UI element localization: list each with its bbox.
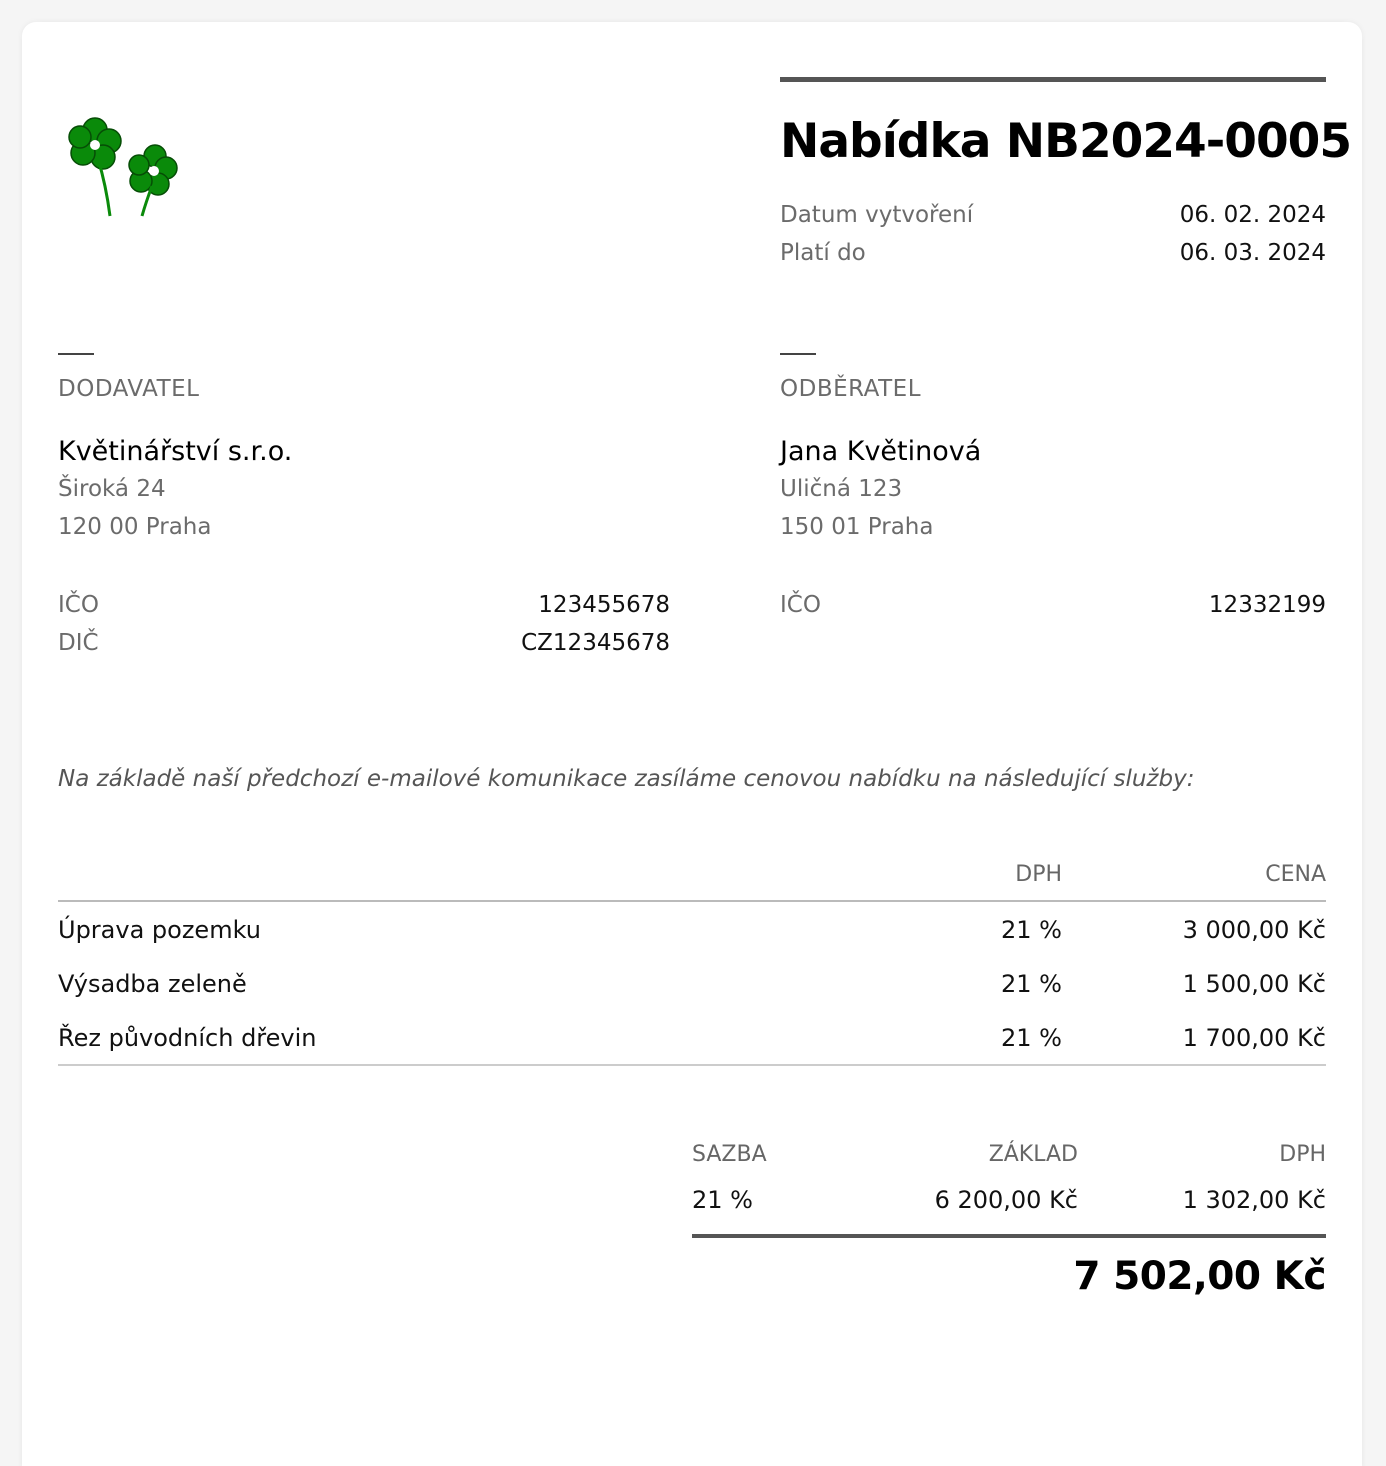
- vat-rate: 21 %: [692, 1186, 753, 1214]
- vat-summary-row: [692, 1186, 1326, 1230]
- created-date-label: Datum vytvoření: [780, 202, 974, 228]
- customer-name: Jana Květinová: [780, 436, 982, 467]
- items-header-row: [58, 858, 1326, 902]
- item-vat: 21 %: [1001, 1024, 1062, 1052]
- quote-document: [22, 22, 1362, 1466]
- clover-flowers-icon: [62, 110, 202, 220]
- item-price: 1 700,00 Kč: [1182, 1024, 1326, 1052]
- customer-ico-label: IČO: [780, 592, 821, 618]
- supplier-ico-label: IČO: [58, 592, 99, 618]
- items-table: [58, 858, 1326, 1066]
- customer-city: 150 01 Praha: [780, 514, 934, 540]
- supplier-section-label: DODAVATEL: [58, 376, 200, 402]
- document-title: Nabídka NB2024-0005: [780, 114, 1352, 169]
- supplier-dic-value: CZ12345678: [521, 630, 670, 656]
- vat-summary: [692, 1142, 1326, 1238]
- supplier-ico-row: [58, 592, 670, 622]
- supplier-street: Široká 24: [58, 476, 166, 502]
- intro-text: Na základě naší předchozí e-mailové komunikace zasíláme cenovou nabídku na následující služby:: [58, 766, 1195, 792]
- vat-header-base: ZÁKLAD: [988, 1142, 1078, 1167]
- item-vat: 21 %: [1001, 916, 1062, 944]
- vat-amount: 1 302,00 Kč: [1182, 1186, 1326, 1214]
- supplier-dic-label: DIČ: [58, 630, 99, 656]
- customer-section-label: ODBĚRATEL: [780, 376, 922, 402]
- valid-until-label: Platí do: [780, 240, 866, 266]
- customer-divider: [780, 353, 816, 355]
- meta-row-created: [780, 202, 1326, 232]
- supplier-dic-row: [58, 630, 670, 660]
- customer-ico-row: [780, 592, 1326, 622]
- customer-street: Uličná 123: [780, 476, 903, 502]
- supplier-divider: [58, 353, 94, 355]
- vat-summary-header-row: [692, 1142, 1326, 1186]
- vat-base: 6 200,00 Kč: [934, 1186, 1078, 1214]
- valid-until-value: 06. 03. 2024: [1179, 240, 1326, 266]
- item-name: Úprava pozemku: [58, 916, 261, 944]
- vat-header-vat: DPH: [1279, 1142, 1326, 1167]
- table-row: [58, 956, 1326, 1010]
- supplier-city: 120 00 Praha: [58, 514, 212, 540]
- title-rule: [780, 77, 1326, 82]
- items-header-vat: DPH: [1015, 862, 1062, 887]
- supplier-ico-value: 123455678: [538, 592, 670, 618]
- total-rule: [692, 1234, 1326, 1238]
- vat-header-rate: SAZBA: [692, 1142, 767, 1167]
- table-row: [58, 902, 1326, 956]
- supplier-name: Květinářství s.r.o.: [58, 436, 293, 467]
- items-header-price: CENA: [1265, 862, 1326, 887]
- table-row: [58, 1010, 1326, 1064]
- item-price: 1 500,00 Kč: [1182, 970, 1326, 998]
- items-bottom-rule: [58, 1064, 1326, 1066]
- customer-ico-value: 12332199: [1208, 592, 1326, 618]
- item-price: 3 000,00 Kč: [1182, 916, 1326, 944]
- meta-row-valid-until: [780, 240, 1326, 270]
- grand-total: 7 502,00 Kč: [1073, 1254, 1326, 1299]
- created-date-value: 06. 02. 2024: [1179, 202, 1326, 228]
- item-vat: 21 %: [1001, 970, 1062, 998]
- item-name: Výsadba zeleně: [58, 970, 247, 998]
- item-name: Řez původních dřevin: [58, 1024, 317, 1052]
